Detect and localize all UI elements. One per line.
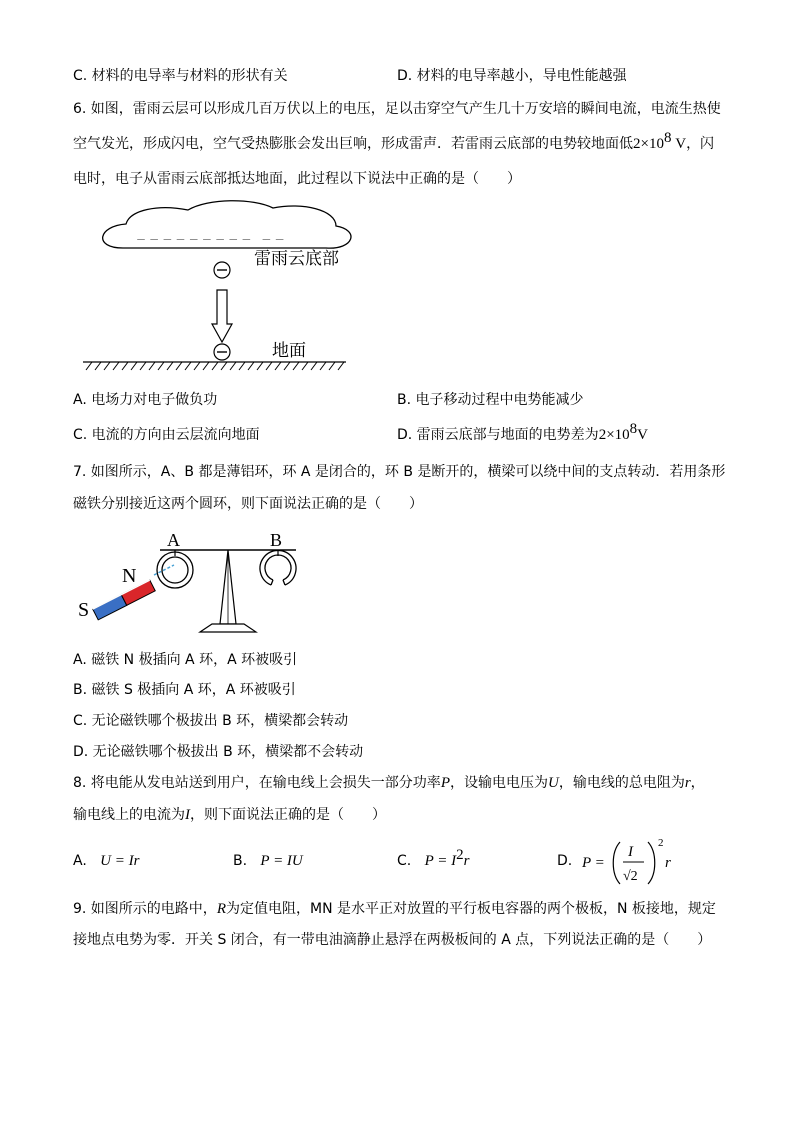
pole-s-label: S bbox=[78, 599, 90, 621]
q7-stem-line2: 磁铁分别接近这两个圆环，则下面说法正确的是（ ） bbox=[73, 496, 423, 512]
down-arrow-icon bbox=[212, 290, 232, 342]
q8-option-b: B. P = IU bbox=[233, 853, 303, 869]
q6-option-b: B. 电子移动过程中电势能减少 bbox=[397, 392, 584, 408]
q7-option-c: C. 无论磁铁哪个极拔出 B 环，横梁都会转动 bbox=[73, 713, 349, 729]
ground-hatching bbox=[86, 362, 344, 370]
cloud-charges: － － － － － － － － － － － bbox=[136, 235, 285, 246]
q6-option-d: D. 雷雨云底部与地面的电势差为$2\times 10^8V$ bbox=[397, 421, 648, 443]
ground-label: 地面 bbox=[272, 341, 306, 360]
q9-stem-line2: 接地点电势为零．开关 S 闭合，有一带电油滴静止悬浮在两极板间的 A 点，下列说法正确的是（ ） bbox=[73, 932, 712, 948]
q7-stem-line1: 7. 如图所示，A、B 都是薄铝环，环 A 是闭合的，环 B 是断开的，横梁可以绕中间的支点转动．若用条形 bbox=[73, 464, 726, 480]
ring-a-closed bbox=[157, 552, 193, 588]
svg-text:I: I bbox=[628, 844, 633, 860]
q6-option-a: A. 电场力对电子做负功 bbox=[73, 392, 218, 408]
q8-option-c: C. $P = I^2r$ bbox=[397, 847, 470, 869]
q7-option-a: A. 磁铁 N 极插向 A 环，A 环被吸引 bbox=[73, 652, 298, 668]
cloud-label: 雷雨云底部 bbox=[254, 249, 339, 268]
ring-a-label: A bbox=[167, 530, 180, 550]
magnet-rings-figure bbox=[74, 528, 314, 636]
q5-option-c: C. 材料的电导率与材料的形状有关 bbox=[73, 68, 288, 84]
q7-option-b: B. 磁铁 S 极插向 A 环，A 环被吸引 bbox=[73, 682, 296, 698]
ring-b-label: B bbox=[270, 530, 283, 550]
pole-n-label: N bbox=[122, 565, 137, 587]
q7-option-d: D. 无论磁铁哪个极拔出 B 环，横梁都不会转动 bbox=[73, 744, 364, 760]
q5-option-d: D. 材料的电导率越小，导电性能越强 bbox=[397, 68, 627, 84]
ring-b-open bbox=[260, 550, 296, 585]
q8-option-d-formula bbox=[578, 834, 693, 888]
q6-stem-line2: 空气发光，形成闪电，空气受热膨胀会发出巨响，形成雷声．若雷雨云底部的电势较地面低$2\times 10^8$ V，闪 bbox=[73, 130, 715, 152]
q8-option-d-label: D. bbox=[557, 853, 573, 869]
q9-stem-line1: 9. 如图所示的电路中，R为定值电阻，MN 是水平正对放置的平行板电容器的两个极板，N 板接地，规定 bbox=[73, 901, 716, 917]
q6-stem-line1: 6. 如图，雷雨云层可以形成几百万伏以上的电压，足以击穿空气产生几十万安培的瞬间电流，电流生热使 bbox=[73, 101, 721, 117]
q6-stem-line3: 电时，电子从雷雨云底部抵达地面，此过程以下说法中正确的是（ ） bbox=[73, 171, 521, 187]
q6-option-c: C. 电流的方向由云层流向地面 bbox=[73, 427, 260, 443]
thundercloud-figure bbox=[78, 196, 368, 376]
svg-text:2: 2 bbox=[658, 837, 664, 849]
svg-text:r: r bbox=[665, 855, 671, 871]
svg-text:P =: P = bbox=[582, 855, 605, 871]
svg-text:√2: √2 bbox=[623, 869, 638, 884]
q8-stem-line1: 8. 将电能从发电站送到用户，在输电线上会损失一部分功率P，设输电电压为U，输电线的总电阻为r， bbox=[73, 775, 705, 791]
q8-stem-line2: 输电线上的电流为I，则下面说法正确的是（ ） bbox=[73, 807, 386, 823]
stand-base bbox=[200, 624, 256, 632]
q8-option-a: A. U = Ir bbox=[73, 853, 140, 869]
